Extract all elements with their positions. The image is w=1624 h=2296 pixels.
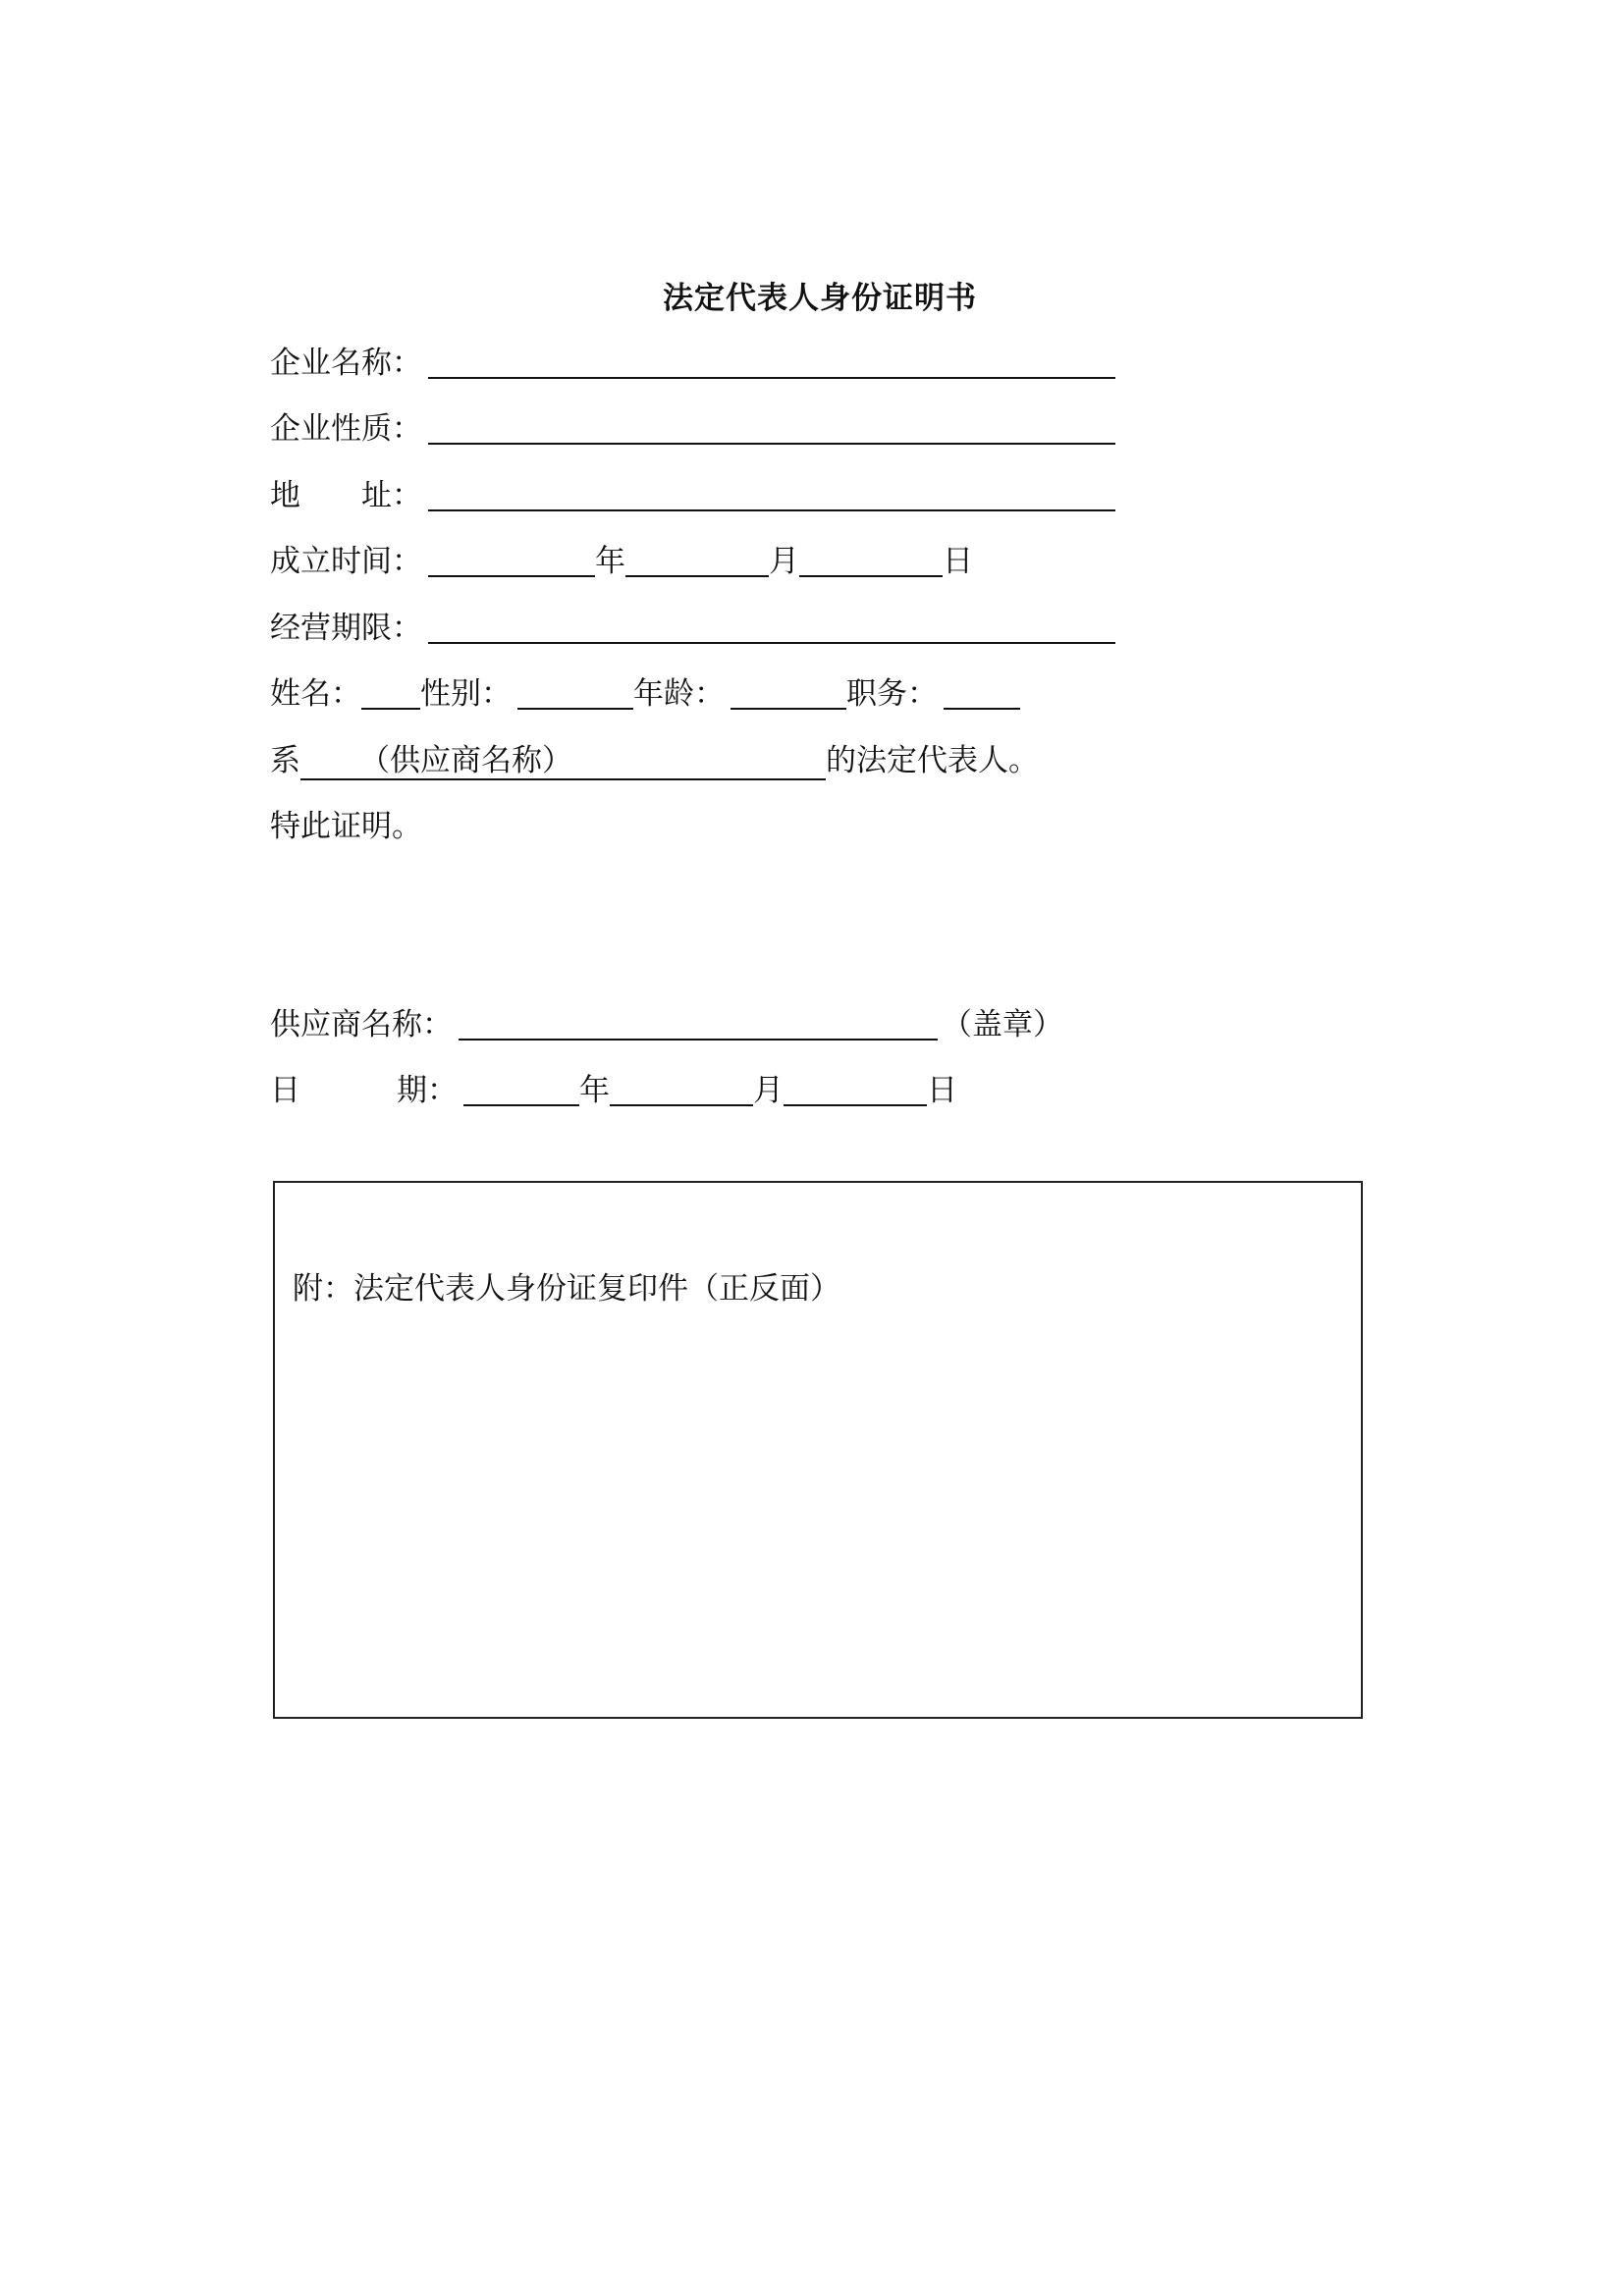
address-label-second: 址：	[361, 478, 422, 513]
company-nature-row	[270, 405, 1115, 449]
address-label-first: 地	[270, 478, 300, 513]
legal-rep-suffix: 的法定代表人。	[826, 743, 1039, 778]
company-nature-label: 企业性质：	[270, 411, 422, 447]
gender-blank[interactable]	[517, 674, 633, 710]
age-blank[interactable]	[731, 674, 846, 710]
established-row	[270, 538, 973, 581]
date-year-blank[interactable]	[463, 1071, 579, 1106]
company-nature-blank[interactable]	[428, 409, 1115, 445]
established-label: 成立时间：	[270, 544, 422, 579]
position-blank[interactable]	[944, 674, 1020, 710]
person-info-row	[270, 670, 1020, 714]
name-blank[interactable]	[361, 674, 420, 710]
name-label: 姓名：	[270, 676, 361, 712]
date-row	[270, 1067, 957, 1110]
date-label-first: 日	[270, 1073, 300, 1108]
gender-label: 性别：	[420, 676, 512, 712]
seal-label: （盖章）	[942, 1007, 1063, 1042]
date-month-label: 月	[753, 1073, 784, 1108]
term-row	[270, 605, 1115, 648]
established-day-label: 日	[943, 544, 973, 579]
date-year-label: 年	[579, 1073, 610, 1108]
date-label-second: 期：	[397, 1073, 458, 1108]
supplier-signature-blank[interactable]	[459, 1005, 938, 1041]
certify-row	[270, 803, 422, 846]
established-year-label: 年	[595, 544, 625, 579]
certify-text: 特此证明。	[270, 809, 422, 844]
supplier-name-blank[interactable]	[300, 741, 826, 780]
document-title: 法定代表人身份证明书	[663, 281, 977, 316]
supplier-signature-row	[270, 1001, 1063, 1044]
established-month-label: 月	[769, 544, 799, 579]
address-row	[270, 472, 1115, 515]
age-label: 年龄：	[633, 676, 725, 712]
legal-rep-row	[270, 737, 1039, 780]
company-name-row	[270, 340, 1115, 383]
supplier-name-label: 供应商名称：	[270, 1007, 453, 1042]
established-year-blank[interactable]	[428, 542, 595, 577]
term-label: 经营期限：	[270, 611, 422, 646]
position-label: 职务：	[846, 676, 938, 712]
established-day-blank[interactable]	[799, 542, 943, 577]
company-name-blank[interactable]	[428, 344, 1115, 379]
attachment-text: 附：法定代表人身份证复印件（正反面）	[293, 1271, 840, 1307]
is-prefix: 系	[270, 743, 300, 778]
term-blank[interactable]	[428, 609, 1115, 644]
company-name-label: 企业名称：	[270, 346, 422, 381]
supplier-name-placeholder: （供应商名称）	[359, 743, 572, 778]
id-copy-attachment-box	[273, 1181, 1363, 1719]
date-day-blank[interactable]	[784, 1071, 927, 1106]
address-blank[interactable]	[428, 476, 1115, 511]
date-month-blank[interactable]	[610, 1071, 753, 1106]
established-month-blank[interactable]	[625, 542, 769, 577]
date-day-label: 日	[927, 1073, 957, 1108]
